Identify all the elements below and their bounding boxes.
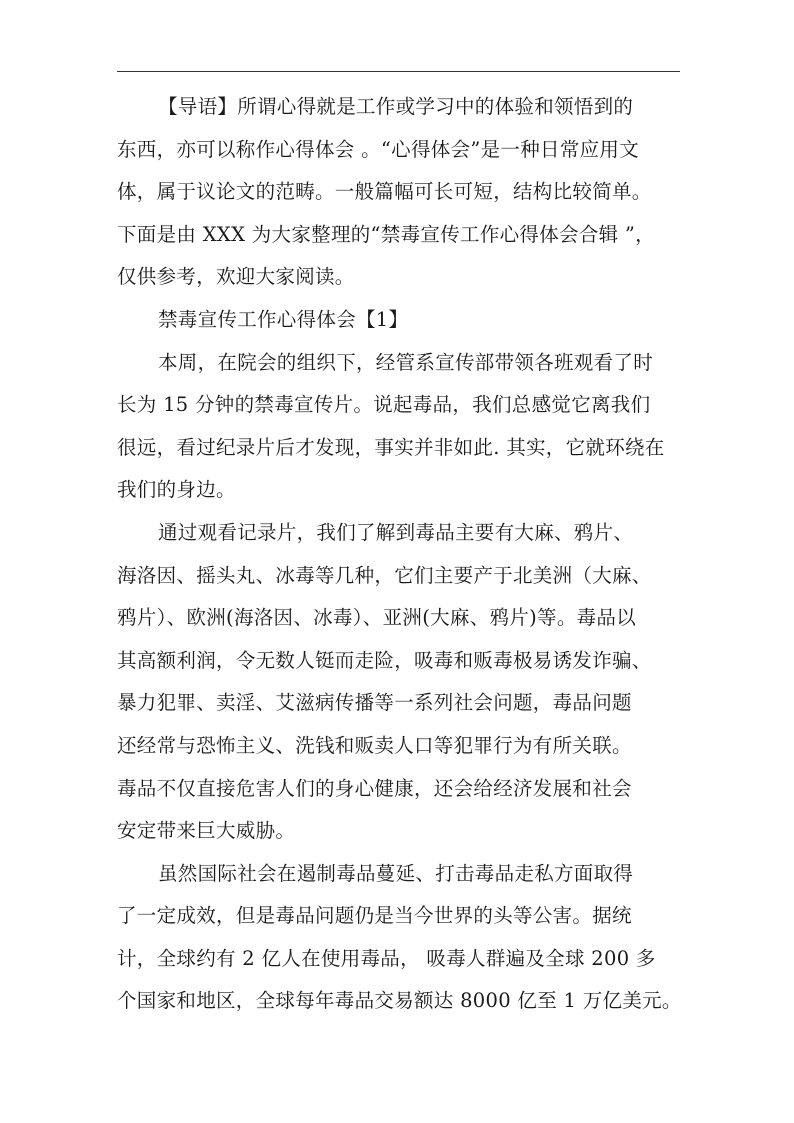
- text-line: 计，全球约有 2 亿人在使用毒品， 吸毒人群遍及全球 200 多: [117, 946, 656, 970]
- text-line: 东西，亦可以称作心得体会 。“心得体会”是一种日常应用文: [117, 137, 640, 161]
- text-line: 个国家和地区，全球每年毒品交易额达 8000 亿至 1 万亿美元。: [117, 989, 682, 1013]
- text-line: 安定带来巨大威胁。: [117, 819, 296, 843]
- text-line: 很远，看过纪录片后才发现，事实并非如此. 其实，它就环绕在: [117, 435, 665, 459]
- text-line: 暴力犯罪、卖淫、艾滋病传播等一系列社会问题，毒品问题: [117, 691, 632, 715]
- text-line: 【导语】所谓心得就是工作或学习中的体验和领悟到的: [158, 95, 634, 118]
- text-line: 长为 15 分钟的禁毒宣传片。说起毒品，我们总感觉它离我们: [117, 393, 651, 417]
- text-line: 体，属于议论文的范畴。一般篇幅可长可短，结构比较简单。: [117, 180, 652, 204]
- text-line: 了一定成效，但是毒品问题仍是当今世界的头等公害。据统: [117, 904, 632, 928]
- text-line: 还经常与恐怖主义、洗钱和贩卖人口等犯罪行为有所关联。: [117, 733, 632, 757]
- document-body: [117, 86, 687, 1023]
- text-line: 仅供参考，欢迎大家阅读。: [117, 265, 355, 289]
- text-line: 海洛因、摇头丸、冰毒等几种，它们主要产于北美洲（大麻、: [117, 563, 652, 587]
- text-line: 本周，在院会的组织下，经管系宣传部带领各班观看了时: [158, 350, 654, 374]
- text-line: 鸦片）、欧洲(海洛因、冰毒）、亚洲(大麻、鸦片)等。毒品以: [117, 606, 637, 630]
- text-line: 下面是由 XXX 为大家整理的“禁毒宣传工作心得体会合辑 ”，: [117, 222, 655, 246]
- text-line: 我们的身边。: [117, 478, 236, 502]
- text-line: 通过观看记录片，我们了解到毒品主要有大麻、鸦片、: [158, 520, 634, 544]
- text-line: 其高额利润，令无数人铤而走险，吸毒和贩毒极易诱发诈骗、: [117, 648, 652, 672]
- text-line: 禁毒宣传工作心得体会【1】: [158, 307, 409, 331]
- text-line: 毒品不仅直接危害人们的身心健康，还会给经济发展和社会: [117, 776, 632, 800]
- header-rule: [117, 71, 680, 72]
- text-line: 虽然国际社会在遏制毒品蔓延、打击毒品走私方面取得: [158, 861, 634, 885]
